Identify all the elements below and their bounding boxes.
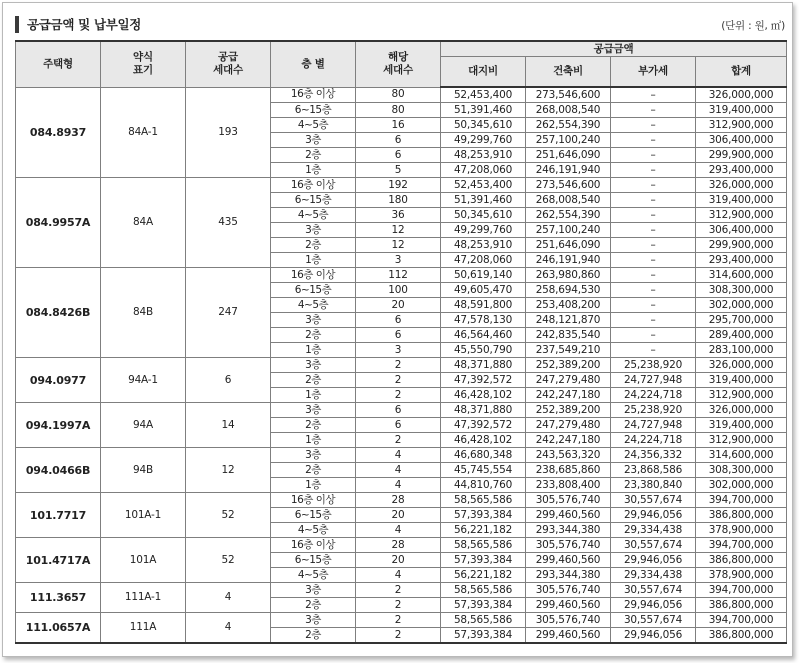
applicable-units-cell: 2 [356, 598, 441, 613]
abbrev-cell: 94A [101, 403, 186, 448]
vat-cell: 29,946,056 [611, 553, 696, 568]
building-cost-cell: 237,549,210 [526, 343, 611, 358]
unit-note: (단위 : 원, ㎡) [721, 20, 785, 32]
vat-cell: – [611, 313, 696, 328]
applicable-units-cell: 2 [356, 613, 441, 628]
total-cell: 308,300,000 [696, 463, 787, 478]
total-cell: 386,800,000 [696, 553, 787, 568]
total-cell: 312,900,000 [696, 388, 787, 403]
vat-cell: 24,727,948 [611, 373, 696, 388]
total-cell: 308,300,000 [696, 283, 787, 298]
housing-type-cell: 111.0657A [16, 613, 101, 644]
land-cost-cell: 47,392,572 [441, 373, 526, 388]
supply-units-cell: 435 [186, 178, 271, 268]
building-cost-cell: 251,646,090 [526, 238, 611, 253]
building-cost-cell: 293,344,380 [526, 523, 611, 538]
total-cell: 326,000,000 [696, 403, 787, 418]
total-cell: 394,700,000 [696, 493, 787, 508]
total-cell: 312,900,000 [696, 118, 787, 133]
applicable-units-cell: 192 [356, 178, 441, 193]
total-cell: 295,700,000 [696, 313, 787, 328]
land-cost-cell: 46,564,460 [441, 328, 526, 343]
floor-cell: 4~5층 [271, 208, 356, 223]
land-cost-cell: 52,453,400 [441, 87, 526, 103]
abbrev-cell: 111A-1 [101, 583, 186, 613]
vat-cell: – [611, 268, 696, 283]
floor-cell: 2층 [271, 238, 356, 253]
floor-cell: 3층 [271, 583, 356, 598]
land-cost-cell: 49,299,760 [441, 223, 526, 238]
housing-type-cell: 084.8937 [16, 87, 101, 178]
applicable-units-cell: 3 [356, 343, 441, 358]
land-cost-cell: 58,565,586 [441, 583, 526, 598]
header-abbrev-line1: 약식 [133, 51, 153, 64]
building-cost-cell: 268,008,540 [526, 103, 611, 118]
table-row [16, 583, 787, 598]
housing-type-cell: 101.4717A [16, 538, 101, 583]
abbrev-cell: 94B [101, 448, 186, 493]
land-cost-cell: 51,391,460 [441, 193, 526, 208]
total-cell: 299,900,000 [696, 238, 787, 253]
vat-cell: 25,238,920 [611, 403, 696, 418]
land-cost-cell: 50,345,610 [441, 118, 526, 133]
vat-cell: 25,238,920 [611, 358, 696, 373]
applicable-units-cell: 12 [356, 238, 441, 253]
vat-cell: 24,356,332 [611, 448, 696, 463]
floor-cell: 1층 [271, 433, 356, 448]
total-cell: 394,700,000 [696, 583, 787, 598]
land-cost-cell: 46,680,348 [441, 448, 526, 463]
land-cost-cell: 57,393,384 [441, 553, 526, 568]
total-cell: 293,400,000 [696, 253, 787, 268]
applicable-units-cell: 28 [356, 493, 441, 508]
building-cost-cell: 252,389,200 [526, 358, 611, 373]
supply-units-cell: 12 [186, 448, 271, 493]
floor-cell: 3층 [271, 403, 356, 418]
building-cost-cell: 252,389,200 [526, 403, 611, 418]
applicable-units-cell: 36 [356, 208, 441, 223]
supply-units-cell: 52 [186, 493, 271, 538]
land-cost-cell: 58,565,586 [441, 493, 526, 508]
building-cost-cell: 305,576,740 [526, 613, 611, 628]
vat-cell: 29,946,056 [611, 628, 696, 644]
supply-units-cell: 193 [186, 87, 271, 178]
building-cost-cell: 273,546,600 [526, 178, 611, 193]
vat-cell: 30,557,674 [611, 583, 696, 598]
floor-cell: 16층 이상 [271, 268, 356, 283]
total-cell: 312,900,000 [696, 208, 787, 223]
vat-cell: 23,380,840 [611, 478, 696, 493]
applicable-units-cell: 6 [356, 148, 441, 163]
vat-cell: – [611, 193, 696, 208]
total-cell: 386,800,000 [696, 628, 787, 644]
vat-cell: 29,946,056 [611, 508, 696, 523]
land-cost-cell: 46,428,102 [441, 388, 526, 403]
vat-cell: 30,557,674 [611, 538, 696, 553]
total-cell: 319,400,000 [696, 418, 787, 433]
floor-cell: 4~5층 [271, 298, 356, 313]
applicable-units-cell: 2 [356, 373, 441, 388]
vat-cell: 23,868,586 [611, 463, 696, 478]
building-cost-cell: 263,980,860 [526, 268, 611, 283]
vat-cell: – [611, 87, 696, 103]
applicable-units-cell: 28 [356, 538, 441, 553]
land-cost-cell: 47,392,572 [441, 418, 526, 433]
abbrev-cell: 101A-1 [101, 493, 186, 538]
vat-cell: – [611, 328, 696, 343]
housing-type-cell: 084.8426B [16, 268, 101, 358]
land-cost-cell: 45,550,790 [441, 343, 526, 358]
housing-type-cell: 094.1997A [16, 403, 101, 448]
applicable-units-cell: 6 [356, 133, 441, 148]
building-cost-cell: 299,460,560 [526, 553, 611, 568]
header-floor: 층 별 [271, 41, 356, 87]
vat-cell: 29,946,056 [611, 598, 696, 613]
applicable-units-cell: 2 [356, 628, 441, 644]
floor-cell: 2층 [271, 463, 356, 478]
header-supply-units-line1: 공급 [218, 51, 238, 64]
land-cost-cell: 48,253,910 [441, 148, 526, 163]
abbrev-cell: 84A [101, 178, 186, 268]
floor-cell: 6~15층 [271, 103, 356, 118]
floor-cell: 1층 [271, 388, 356, 403]
total-cell: 289,400,000 [696, 328, 787, 343]
land-cost-cell: 56,221,182 [441, 523, 526, 538]
building-cost-cell: 257,100,240 [526, 223, 611, 238]
header-building: 건축비 [526, 57, 611, 88]
building-cost-cell: 242,247,180 [526, 433, 611, 448]
housing-type-cell: 094.0977 [16, 358, 101, 403]
land-cost-cell: 47,578,130 [441, 313, 526, 328]
land-cost-cell: 50,345,610 [441, 208, 526, 223]
building-cost-cell: 305,576,740 [526, 583, 611, 598]
total-cell: 319,400,000 [696, 193, 787, 208]
header-supply-price: 공급금액 [441, 41, 787, 57]
building-cost-cell: 273,546,600 [526, 87, 611, 103]
total-cell: 326,000,000 [696, 87, 787, 103]
applicable-units-cell: 6 [356, 418, 441, 433]
housing-type-cell: 101.7717 [16, 493, 101, 538]
supply-price-table [15, 40, 787, 644]
vat-cell: – [611, 343, 696, 358]
building-cost-cell: 242,247,180 [526, 388, 611, 403]
supply-units-cell: 4 [186, 613, 271, 644]
header-applicable-units-line1: 해당 [388, 51, 408, 64]
total-cell: 378,900,000 [696, 568, 787, 583]
floor-cell: 1층 [271, 163, 356, 178]
vat-cell: – [611, 133, 696, 148]
floor-cell: 1층 [271, 343, 356, 358]
applicable-units-cell: 2 [356, 583, 441, 598]
building-cost-cell: 246,191,940 [526, 163, 611, 178]
applicable-units-cell: 5 [356, 163, 441, 178]
floor-cell: 6~15층 [271, 193, 356, 208]
land-cost-cell: 57,393,384 [441, 508, 526, 523]
floor-cell: 3층 [271, 133, 356, 148]
land-cost-cell: 47,208,060 [441, 253, 526, 268]
table-row [16, 613, 787, 628]
total-cell: 386,800,000 [696, 598, 787, 613]
header-vat: 부가세 [611, 57, 696, 88]
land-cost-cell: 57,393,384 [441, 598, 526, 613]
applicable-units-cell: 2 [356, 388, 441, 403]
land-cost-cell: 48,591,800 [441, 298, 526, 313]
building-cost-cell: 251,646,090 [526, 148, 611, 163]
table-row [16, 403, 787, 418]
land-cost-cell: 58,565,586 [441, 538, 526, 553]
total-cell: 314,600,000 [696, 448, 787, 463]
floor-cell: 2층 [271, 418, 356, 433]
section-header [15, 14, 787, 34]
building-cost-cell: 257,100,240 [526, 133, 611, 148]
floor-cell: 6~15층 [271, 283, 356, 298]
floor-cell: 16층 이상 [271, 87, 356, 103]
building-cost-cell: 247,279,480 [526, 418, 611, 433]
floor-cell: 1층 [271, 253, 356, 268]
total-cell: 306,400,000 [696, 223, 787, 238]
land-cost-cell: 46,428,102 [441, 433, 526, 448]
header-supply-units [186, 41, 271, 87]
total-cell: 378,900,000 [696, 523, 787, 538]
floor-cell: 2층 [271, 628, 356, 644]
header-abbrev-line2: 표기 [133, 64, 153, 77]
floor-cell: 3층 [271, 613, 356, 628]
building-cost-cell: 253,408,200 [526, 298, 611, 313]
total-cell: 299,900,000 [696, 148, 787, 163]
housing-type-cell: 094.0466B [16, 448, 101, 493]
building-cost-cell: 247,279,480 [526, 373, 611, 388]
table-row [16, 538, 787, 553]
applicable-units-cell: 6 [356, 403, 441, 418]
building-cost-cell: 262,554,390 [526, 118, 611, 133]
table-row [16, 358, 787, 373]
total-cell: 302,000,000 [696, 478, 787, 493]
header-total: 합계 [696, 57, 787, 88]
land-cost-cell: 49,605,470 [441, 283, 526, 298]
header-applicable-units [356, 41, 441, 87]
building-cost-cell: 243,563,320 [526, 448, 611, 463]
building-cost-cell: 246,191,940 [526, 253, 611, 268]
land-cost-cell: 51,391,460 [441, 103, 526, 118]
building-cost-cell: 299,460,560 [526, 508, 611, 523]
total-cell: 314,600,000 [696, 268, 787, 283]
header-supply-units-line2: 세대수 [213, 64, 243, 77]
land-cost-cell: 58,565,586 [441, 613, 526, 628]
total-cell: 319,400,000 [696, 373, 787, 388]
building-cost-cell: 242,835,540 [526, 328, 611, 343]
vat-cell: – [611, 148, 696, 163]
floor-cell: 16층 이상 [271, 493, 356, 508]
floor-cell: 3층 [271, 223, 356, 238]
vat-cell: – [611, 223, 696, 238]
header-land: 대지비 [441, 57, 526, 88]
abbrev-cell: 111A [101, 613, 186, 644]
document-frame [2, 2, 793, 657]
vat-cell: 30,557,674 [611, 613, 696, 628]
supply-units-cell: 52 [186, 538, 271, 583]
table-row [16, 493, 787, 508]
table-body [16, 87, 787, 643]
vat-cell: 29,334,438 [611, 523, 696, 538]
total-cell: 312,900,000 [696, 433, 787, 448]
header-housing-type: 주택형 [16, 41, 101, 87]
vat-cell: 24,224,718 [611, 433, 696, 448]
floor-cell: 16층 이상 [271, 178, 356, 193]
building-cost-cell: 299,460,560 [526, 628, 611, 644]
vat-cell: – [611, 103, 696, 118]
abbrev-cell: 84B [101, 268, 186, 358]
vat-cell: – [611, 298, 696, 313]
applicable-units-cell: 20 [356, 298, 441, 313]
housing-type-cell: 111.3657 [16, 583, 101, 613]
table-row [16, 87, 787, 103]
supply-units-cell: 4 [186, 583, 271, 613]
total-cell: 394,700,000 [696, 538, 787, 553]
applicable-units-cell: 180 [356, 193, 441, 208]
vat-cell: – [611, 118, 696, 133]
applicable-units-cell: 112 [356, 268, 441, 283]
building-cost-cell: 305,576,740 [526, 538, 611, 553]
land-cost-cell: 44,810,760 [441, 478, 526, 493]
building-cost-cell: 293,344,380 [526, 568, 611, 583]
applicable-units-cell: 100 [356, 283, 441, 298]
floor-cell: 6~15층 [271, 553, 356, 568]
land-cost-cell: 48,371,880 [441, 403, 526, 418]
applicable-units-cell: 3 [356, 253, 441, 268]
total-cell: 326,000,000 [696, 358, 787, 373]
vat-cell: – [611, 238, 696, 253]
applicable-units-cell: 4 [356, 463, 441, 478]
floor-cell: 4~5층 [271, 523, 356, 538]
floor-cell: 2층 [271, 598, 356, 613]
abbrev-cell: 84A-1 [101, 87, 186, 178]
floor-cell: 2층 [271, 328, 356, 343]
floor-cell: 16층 이상 [271, 538, 356, 553]
applicable-units-cell: 16 [356, 118, 441, 133]
supply-units-cell: 14 [186, 403, 271, 448]
floor-cell: 3층 [271, 448, 356, 463]
floor-cell: 3층 [271, 313, 356, 328]
housing-type-cell: 084.9957A [16, 178, 101, 268]
land-cost-cell: 48,371,880 [441, 358, 526, 373]
applicable-units-cell: 6 [356, 328, 441, 343]
total-cell: 306,400,000 [696, 133, 787, 148]
land-cost-cell: 45,745,554 [441, 463, 526, 478]
total-cell: 386,800,000 [696, 508, 787, 523]
table-row [16, 448, 787, 463]
applicable-units-cell: 20 [356, 508, 441, 523]
applicable-units-cell: 4 [356, 478, 441, 493]
applicable-units-cell: 4 [356, 448, 441, 463]
applicable-units-cell: 4 [356, 568, 441, 583]
title-marker [15, 16, 19, 33]
applicable-units-cell: 80 [356, 87, 441, 103]
vat-cell: – [611, 253, 696, 268]
building-cost-cell: 258,694,530 [526, 283, 611, 298]
land-cost-cell: 49,299,760 [441, 133, 526, 148]
floor-cell: 4~5층 [271, 118, 356, 133]
total-cell: 283,100,000 [696, 343, 787, 358]
applicable-units-cell: 2 [356, 433, 441, 448]
total-cell: 302,000,000 [696, 298, 787, 313]
building-cost-cell: 262,554,390 [526, 208, 611, 223]
header-applicable-units-line2: 세대수 [383, 64, 413, 77]
applicable-units-cell: 6 [356, 313, 441, 328]
vat-cell: 29,334,438 [611, 568, 696, 583]
floor-cell: 1층 [271, 478, 356, 493]
floor-cell: 2층 [271, 148, 356, 163]
supply-units-cell: 247 [186, 268, 271, 358]
floor-cell: 2층 [271, 373, 356, 388]
applicable-units-cell: 80 [356, 103, 441, 118]
building-cost-cell: 299,460,560 [526, 598, 611, 613]
supply-units-cell: 6 [186, 358, 271, 403]
building-cost-cell: 248,121,870 [526, 313, 611, 328]
section-title: 공급금액 및 납부일정 [27, 17, 142, 32]
total-cell: 319,400,000 [696, 103, 787, 118]
floor-cell: 3층 [271, 358, 356, 373]
land-cost-cell: 47,208,060 [441, 163, 526, 178]
land-cost-cell: 56,221,182 [441, 568, 526, 583]
land-cost-cell: 48,253,910 [441, 238, 526, 253]
total-cell: 326,000,000 [696, 178, 787, 193]
land-cost-cell: 57,393,384 [441, 628, 526, 644]
vat-cell: 24,224,718 [611, 388, 696, 403]
total-cell: 394,700,000 [696, 613, 787, 628]
abbrev-cell: 101A [101, 538, 186, 583]
abbrev-cell: 94A-1 [101, 358, 186, 403]
vat-cell: 30,557,674 [611, 493, 696, 508]
vat-cell: – [611, 208, 696, 223]
vat-cell: 24,727,948 [611, 418, 696, 433]
vat-cell: – [611, 178, 696, 193]
vat-cell: – [611, 283, 696, 298]
table-row [16, 268, 787, 283]
floor-cell: 4~5층 [271, 568, 356, 583]
vat-cell: – [611, 163, 696, 178]
applicable-units-cell: 12 [356, 223, 441, 238]
building-cost-cell: 305,576,740 [526, 493, 611, 508]
applicable-units-cell: 2 [356, 358, 441, 373]
land-cost-cell: 50,619,140 [441, 268, 526, 283]
land-cost-cell: 52,453,400 [441, 178, 526, 193]
applicable-units-cell: 4 [356, 523, 441, 538]
applicable-units-cell: 20 [356, 553, 441, 568]
building-cost-cell: 238,685,860 [526, 463, 611, 478]
table-row [16, 178, 787, 193]
building-cost-cell: 268,008,540 [526, 193, 611, 208]
building-cost-cell: 233,808,400 [526, 478, 611, 493]
total-cell: 293,400,000 [696, 163, 787, 178]
header-abbrev [101, 41, 186, 87]
floor-cell: 6~15층 [271, 508, 356, 523]
